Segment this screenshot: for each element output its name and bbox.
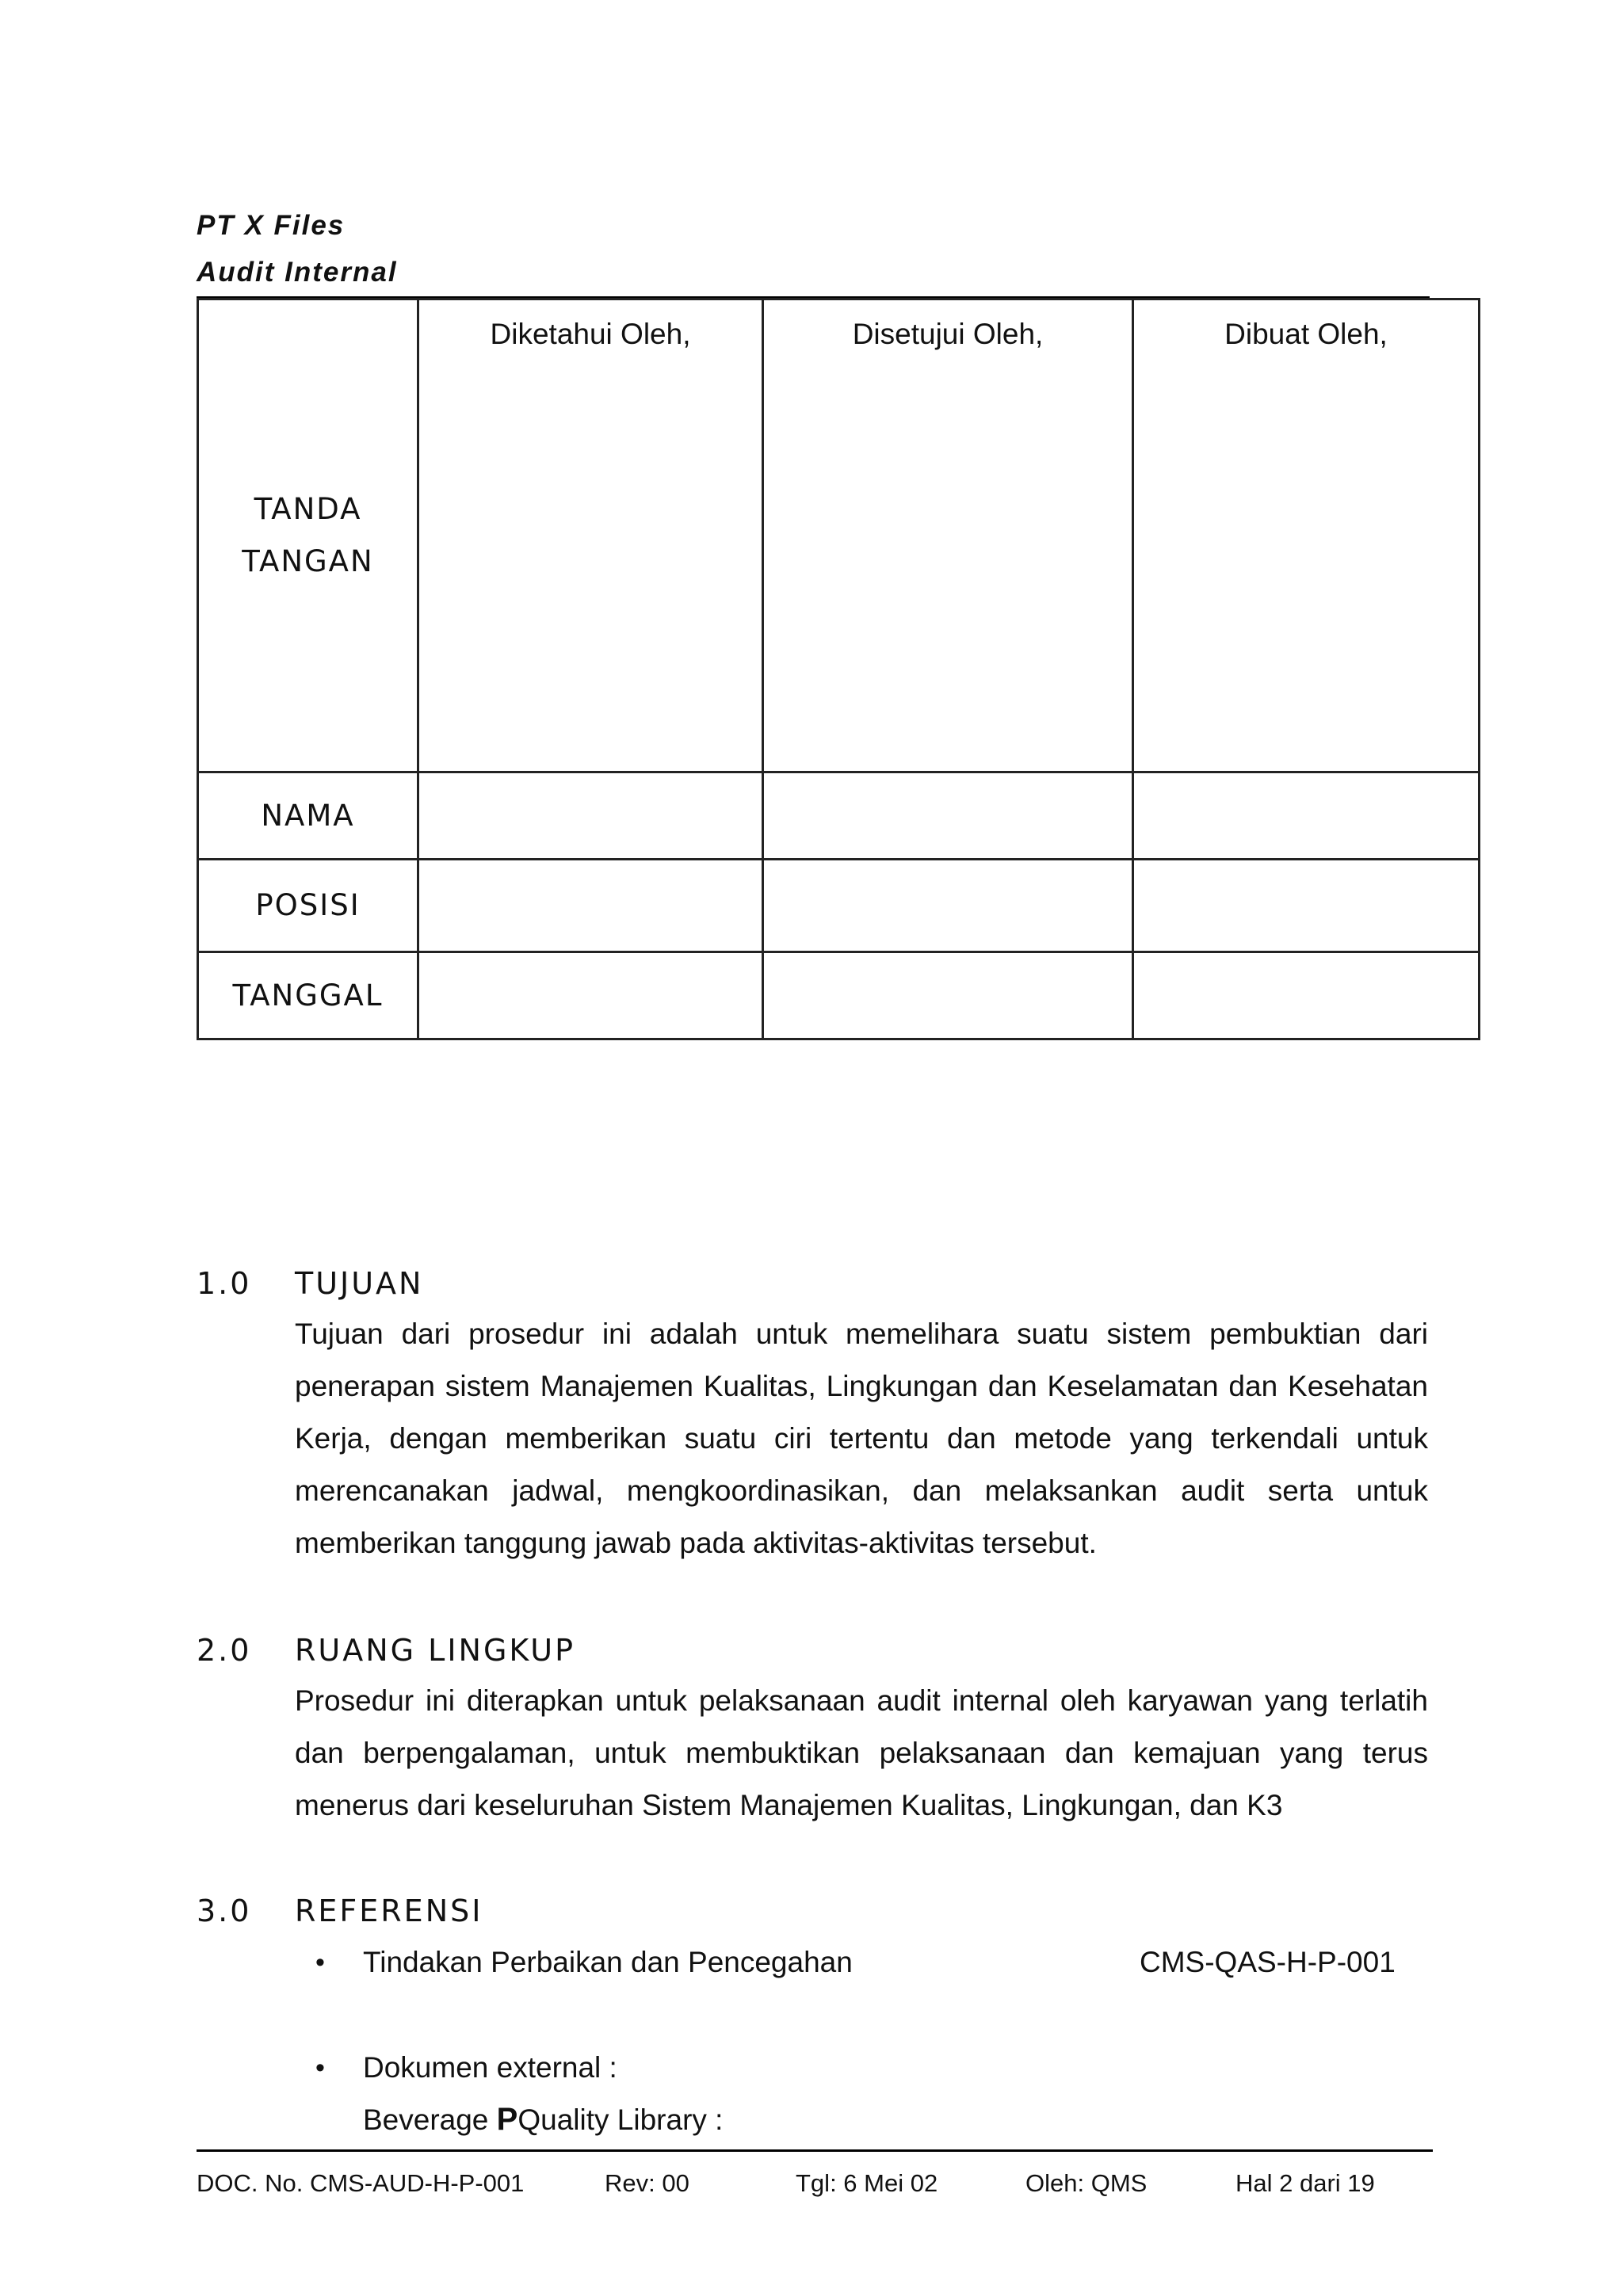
column-header-prepared: Dibuat Oleh, xyxy=(1224,318,1388,350)
reference-subitem-prefix: Beverage xyxy=(363,2103,497,2136)
section-2-title: RUANG LINGKUP xyxy=(295,1633,576,1668)
section-3-title: REFERENSI xyxy=(295,1894,483,1928)
signature-cell-prepared xyxy=(1133,299,1480,772)
reference-bullet-1: • xyxy=(315,1947,325,1978)
name-cell-acknowledged xyxy=(418,772,763,860)
footer-doc-number: DOC. No. CMS-AUD-H-P-001 xyxy=(197,2169,525,2197)
reference-subitem-bold: P xyxy=(496,2102,518,2137)
position-cell-prepared xyxy=(1133,860,1480,952)
signature-table xyxy=(197,298,1480,1040)
name-row-label: NAMA xyxy=(198,772,418,860)
company-name: PT X Files xyxy=(197,210,346,241)
position-cell-acknowledged xyxy=(418,860,763,952)
column-header-approved: Disetujui Oleh, xyxy=(852,318,1044,350)
date-cell-approved xyxy=(763,952,1133,1039)
signature-cell-approved xyxy=(763,299,1133,772)
footer-divider xyxy=(197,2149,1433,2152)
section-2-number: 2.0 xyxy=(197,1633,252,1668)
signature-label-line1: TANDA xyxy=(254,492,362,526)
reference-bullet-2: • xyxy=(315,2053,325,2083)
footer-page-number: Hal 2 dari 19 xyxy=(1235,2169,1375,2197)
department-name: Audit Internal xyxy=(197,257,398,288)
position-row-label: POSISI xyxy=(198,860,418,952)
reference-item-2: Dokumen external : xyxy=(363,2051,617,2084)
footer-date: Tgl: 6 Mei 02 xyxy=(796,2169,938,2197)
section-1-number: 1.0 xyxy=(197,1266,252,1301)
date-cell-acknowledged xyxy=(418,952,763,1039)
name-cell-approved xyxy=(763,772,1133,860)
date-row xyxy=(198,952,1480,1039)
name-row xyxy=(198,772,1480,860)
position-row xyxy=(198,860,1480,952)
signature-cell-acknowledged xyxy=(418,299,763,772)
section-3-number: 3.0 xyxy=(197,1894,252,1928)
footer-revision: Rev: 00 xyxy=(605,2169,689,2197)
position-cell-approved xyxy=(763,860,1133,952)
column-header-acknowledged: Diketahui Oleh, xyxy=(490,318,691,350)
date-cell-prepared xyxy=(1133,952,1480,1039)
section-1-title: TUJUAN xyxy=(295,1266,424,1301)
reference-code-1: CMS-QAS-H-P-001 xyxy=(1140,1946,1396,1978)
section-1-paragraph: Tujuan dari prosedur ini adalah untuk memelihara suatu sistem pembuktian dari penerapan sistem Manajemen Kualitas, Lingkungan dan Keselamatan dan Kesehatan Kerja, dengan memberikan suatu ciri tertentu dan metode yang terkendali untuk merencanakan jadwal, mengkoordinasikan, dan melaksankan audit serta untuk memberikan tanggung jawab pada aktivitas-aktivitas tersebut. xyxy=(295,1318,1428,1559)
signature-row xyxy=(198,299,1480,772)
name-cell-prepared xyxy=(1133,772,1480,860)
signature-row-label xyxy=(198,299,418,772)
reference-item-1: Tindakan Perbaikan dan Pencegahan xyxy=(363,1946,853,1978)
signature-label-line2: TANGAN xyxy=(242,544,374,578)
reference-subitem xyxy=(363,2102,723,2138)
date-row-label: TANGGAL xyxy=(198,952,418,1039)
footer-author: Oleh: QMS xyxy=(1025,2169,1148,2197)
section-2-paragraph: Prosedur ini diterapkan untuk pelaksanaan audit internal oleh karyawan yang terlatih dan berpengalaman, untuk membuktikan pelaksanaan dan kemajuan yang terus menerus dari keseluruhan Sistem Manajemen Kualitas, Lingkungan, dan K3 xyxy=(295,1684,1428,1821)
reference-subitem-suffix: Quality Library : xyxy=(517,2103,724,2136)
